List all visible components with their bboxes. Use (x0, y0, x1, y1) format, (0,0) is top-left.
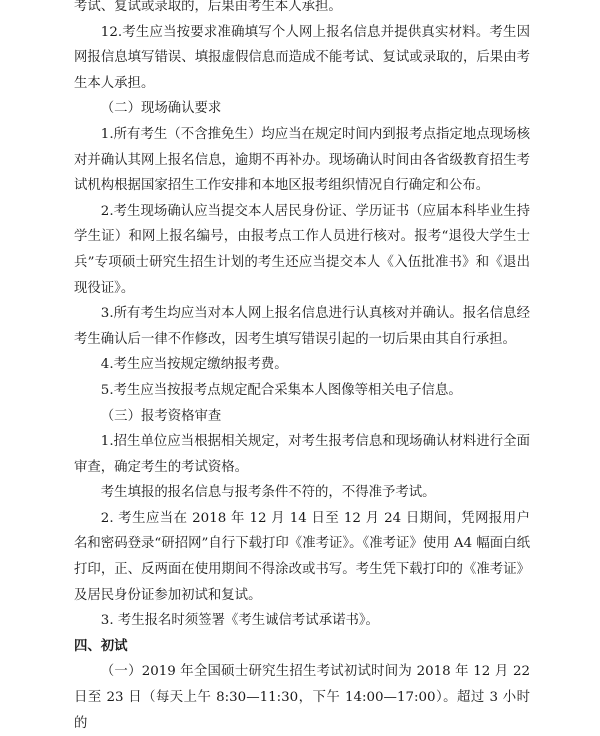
subheading-onsite-confirmation: （二）现场确认要求 (100, 101, 222, 117)
paragraph-confirmation-3: 3.所有考生均应当对本人网上报名信息进行认真核对并确认。报名信息经考生确认后一律不作修改，因考生填写错误引起的一切后果由其自行承担。 (74, 306, 530, 347)
section-heading-preliminary-exam: 四、初试 (74, 638, 128, 654)
paragraph-exam-time: （一）2019 年全国硕士研究生招生考试初试时间为 2018 年 12 月 22 日至 23 日（每天上午 8:30—11:30，下午 14:00—17:00）。超过 3 小时的 (74, 664, 530, 731)
paragraph-confirmation-2: 2.考生现场确认应当提交本人居民身份证、学历证书（应届本科毕业生持学生证）和网上报名编号，由报考点工作人员进行核对。报考“退役大学生士兵”专项硕士研究生招生计划的考生还应当提交本人《入伍批准书》和《退出现役证》。 (74, 203, 530, 296)
paragraph-item-12: 12.考生应当按要求准确填写个人网上报名信息并提供真实材料。考生因网报信息填写错误、填报虚假信息而造成不能考试、复试或录取的，后果由考生本人承担。 (74, 24, 530, 91)
paragraph-review-1: 1.招生单位应当根据相关规定，对考生报考信息和现场确认材料进行全面审查，确定考生的考试资格。 (74, 434, 530, 475)
paragraph-review-2: 2. 考生应当在 2018 年 12 月 14 日至 12 月 24 日期间，凭网报用户名和密码登录“研招网”自行下载打印《准考证》。《准考证》使用 A4 幅面白纸打印，正、反两面在使用期间不得涂改或书写。考生凭下载打印的《准考证》及居民身份证参加初试和复试。 (74, 510, 530, 603)
paragraph-continuation: 考试、复试或录取的，后果由考生本人承担。 (74, 0, 342, 14)
paragraph-review-note: 考生填报的报名信息与报考条件不符的，不得准予考试。 (100, 485, 436, 501)
paragraph-confirmation-5: 5.考生应当按报考点规定配合采集本人图像等相关电子信息。 (100, 382, 462, 398)
paragraph-review-3: 3. 考生报名时须签署《考生诚信考试承诺书》。 (100, 613, 379, 629)
subheading-eligibility-review: （三）报考资格审查 (100, 408, 222, 424)
paragraph-confirmation-4: 4.考生应当按规定缴纳报考费。 (100, 357, 288, 373)
document-page (74, 0, 530, 736)
paragraph-confirmation-1: 1.所有考生（不含推免生）均应当在规定时间内到报考点指定地点现场核对并确认其网上报名信息，逾期不再补办。现场确认时间由各省级教育招生考试机构根据国家招生工作安排和本地区报考组织情况自行确定和公布。 (74, 126, 530, 194)
